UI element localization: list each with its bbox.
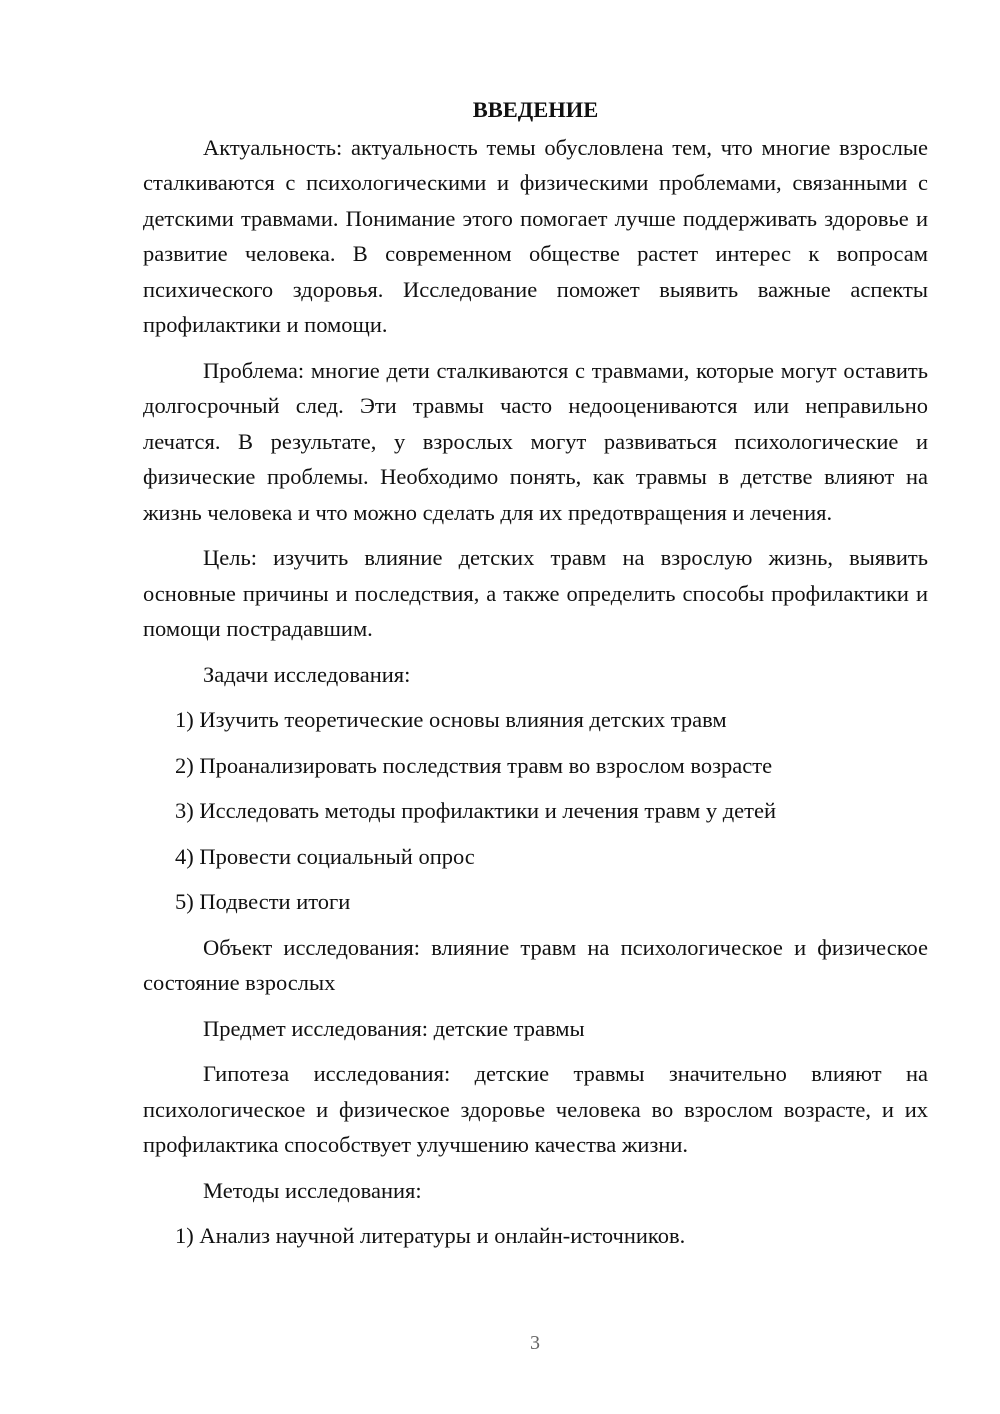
page-number: 3 xyxy=(530,1332,540,1354)
hypothesis-paragraph: Гипотеза исследования: детские травмы значительно влияют на психологическое и физическое здоровье человека во взрослом возрасте, и их профилактика способствует улучшению качества жизни. xyxy=(143,1061,928,1157)
list-item: 5) Подвести итоги xyxy=(175,889,351,914)
tasks-list xyxy=(143,702,928,920)
list-item: 1) Изучить теоретические основы влияния детских травм xyxy=(175,707,727,732)
methods-heading: Методы исследования: xyxy=(203,1177,422,1203)
tasks-heading: Задачи исследования: xyxy=(203,661,411,687)
relevance-paragraph: Актуальность: актуальность темы обусловлена тем, что многие взрослые сталкиваются с психологическими и физическими проблемами, связанными с детскими травмами. Понимание этого помогает лучше поддерживать здоровье и развитие человека. В современном обществе растет интерес к вопросам психического здоровья. Исследование поможет выявить важные аспекты профилактики и помощи. xyxy=(143,134,928,337)
page-body xyxy=(143,92,928,1264)
list-item: 2) Проанализировать последствия травм во взрослом возрасте xyxy=(175,752,773,778)
list-item: 1) Анализ научной литературы и онлайн-источников. xyxy=(175,1223,686,1248)
list-item: 3) Исследовать методы профилактики и лечения травм у детей xyxy=(175,798,776,823)
subject-paragraph: Предмет исследования: детские травмы xyxy=(203,1015,585,1041)
problem-paragraph: Проблема: многие дети сталкиваются с травмами, которые могут оставить долгосрочный след. Эти травмы часто недооцениваются или неправильно лечатся. В результате, у взрослых могут развиваться психологические и физические проблемы. Необходимо понять, как травмы в детстве влияют на жизнь человека и что можно сделать для их предотвращения и лечения. xyxy=(143,357,928,525)
page-title: ВВЕДЕНИЕ xyxy=(472,97,599,122)
methods-list xyxy=(143,1218,928,1254)
list-item: 4) Провести социальный опрос xyxy=(175,843,475,869)
goal-paragraph: Цель: изучить влияние детских травм на взрослую жизнь, выявить основные причины и последствия, а также определить способы профилактики и помощи пострадавшим. xyxy=(143,545,928,641)
object-paragraph: Объект исследования: влияние травм на психологическое и физическое состояние взрослых xyxy=(143,934,928,995)
